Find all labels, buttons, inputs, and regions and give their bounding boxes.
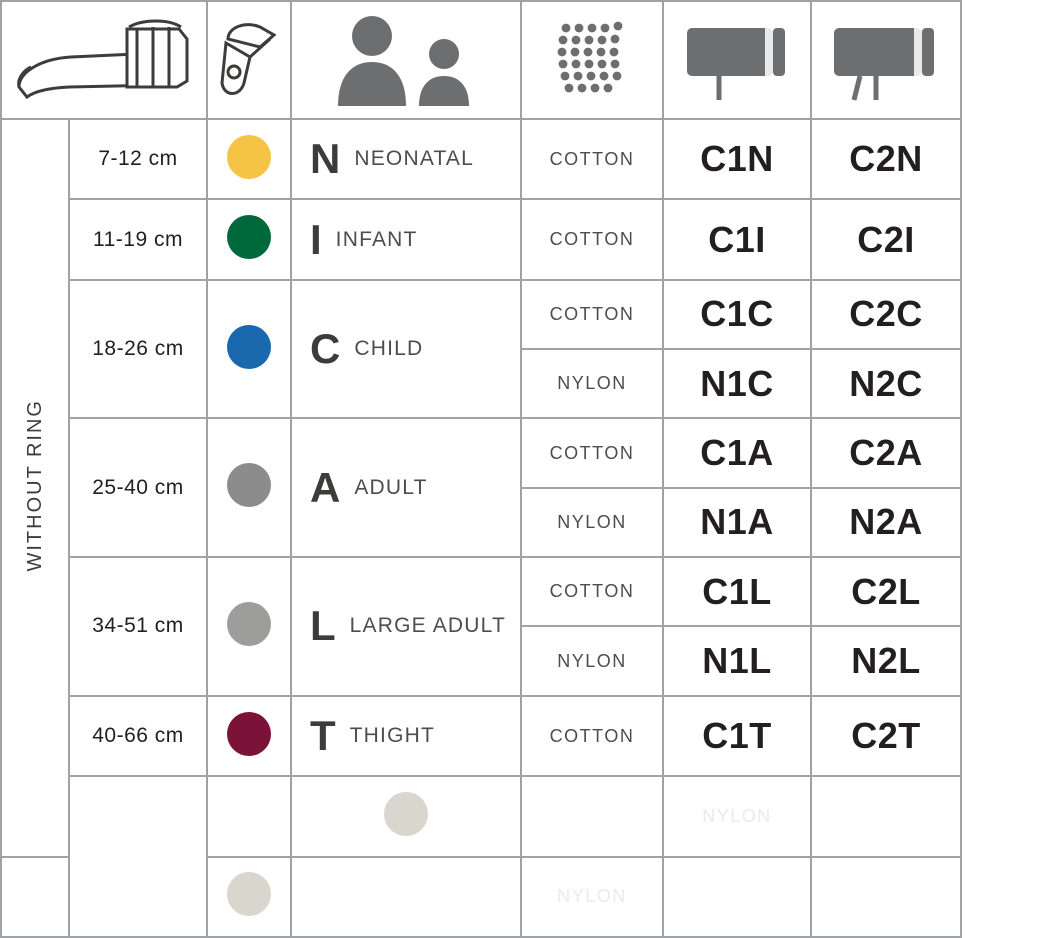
patient-size-icon (292, 2, 520, 118)
size-letter: A (540, 792, 571, 840)
code-double-tube: N2A (811, 488, 961, 557)
color-cell (207, 857, 291, 937)
cuff-connector-icon (208, 2, 290, 118)
section-label-d-ring (69, 776, 207, 937)
code-single-tube: C1N (663, 119, 811, 199)
header-double-tube-cell (811, 1, 961, 119)
color-cell (207, 119, 291, 199)
range-cell: 40-66 cm (69, 696, 207, 776)
color-dot-neonatal (227, 135, 271, 179)
range-cell: 33-46 cm (1, 857, 69, 937)
table-row (1, 199, 961, 279)
color-dot-large-adult-dring (227, 872, 271, 916)
size-letter: A (310, 463, 341, 511)
color-dot-thigh (227, 712, 271, 756)
header-patient-size-cell (291, 1, 521, 119)
code-double-tube: C2A (811, 418, 961, 487)
range-cell: 18-26 cm (69, 280, 207, 419)
code-double-tube: C2N (811, 119, 961, 199)
size-cell (291, 418, 521, 557)
code-single-tube: N1C (663, 349, 811, 418)
material-cell: NYLON (521, 349, 663, 418)
range-cell: 7-12 cm (69, 119, 207, 199)
material-cell: COTTON (521, 696, 663, 776)
range-cell: 34-51 cm (69, 557, 207, 696)
code-double-tube: C2L (811, 557, 961, 626)
material-cell: NYLON (521, 488, 663, 557)
color-cell (207, 280, 291, 419)
section-label-text: WITHOUT RING (23, 399, 46, 572)
table-row (1, 418, 961, 487)
color-dot-adult (227, 463, 271, 507)
color-cell (207, 696, 291, 776)
color-cell (207, 418, 291, 557)
size-letter: I (310, 215, 322, 263)
header-row (1, 1, 961, 119)
size-letter: T (310, 712, 336, 759)
size-letter: N (310, 135, 341, 183)
section-label-without-ring (1, 119, 69, 857)
size-word: INFANT (335, 227, 418, 251)
color-cell (207, 557, 291, 696)
material-cell: NYLON (521, 857, 663, 937)
material-cell: COTTON (521, 199, 663, 279)
size-cell (291, 696, 521, 776)
header-connector-cell (207, 1, 291, 119)
material-cell: NYLON (521, 626, 663, 695)
material-cell: NYLON (663, 776, 811, 856)
size-word: LARGE ADULT (349, 614, 507, 638)
size-cell (291, 199, 521, 279)
table-row: D-RING 25-36 cm A ADULT NYLON N1AR N2AR (1, 776, 961, 856)
color-dot-infant (227, 215, 271, 259)
code-single-tube: C1I (663, 199, 811, 279)
code-single-tube: C1A (663, 418, 811, 487)
code-double-tube: C2I (811, 199, 961, 279)
size-cell (521, 776, 663, 856)
material-cell: COTTON (521, 557, 663, 626)
header-single-tube-cell (663, 1, 811, 119)
size-cell (291, 119, 521, 199)
material-cell: COTTON (521, 418, 663, 487)
size-cell (291, 557, 521, 696)
size-word: CHILD (354, 337, 424, 361)
color-cell (291, 776, 521, 856)
color-dot-child (227, 325, 271, 369)
range-cell: 11-19 cm (69, 199, 207, 279)
code-double-tube: N2L (811, 626, 961, 695)
table-row (1, 280, 961, 349)
code-single-tube: N1L (663, 626, 811, 695)
size-letter: L (310, 602, 336, 650)
material-cell: COTTON (521, 119, 663, 199)
size-letter: C (310, 325, 341, 373)
code-single-tube: C1C (663, 280, 811, 349)
table-row (1, 696, 961, 776)
range-cell: 25-40 cm (69, 418, 207, 557)
code-single-tube: N1A (663, 488, 811, 557)
size-cell (291, 857, 521, 937)
header-arm-cell (1, 1, 207, 119)
color-dot-large-adult (227, 602, 271, 646)
code-single-tube: C1T (663, 696, 811, 776)
color-dot-adult-dring (384, 792, 428, 836)
code-single-tube: N1AR (811, 776, 961, 856)
table-row (1, 557, 961, 626)
size-word: THIGHT (349, 724, 436, 747)
code-single-tube: N1LR (663, 857, 811, 937)
color-cell (207, 199, 291, 279)
header-material-cell (521, 1, 663, 119)
size-word: ADULT (354, 475, 428, 499)
code-double-tube: C2T (811, 696, 961, 776)
size-cell (291, 280, 521, 419)
size-word: LARGE ADULT (349, 884, 507, 908)
arm-with-cuff-icon (2, 2, 206, 118)
code-double-tube: C2C (811, 280, 961, 349)
size-word: NEONATAL (354, 147, 475, 171)
material-icon (522, 2, 662, 118)
code-double-tube: N2C (811, 349, 961, 418)
size-word: ADULT (584, 804, 658, 828)
code-single-tube: C1L (663, 557, 811, 626)
table-row (1, 119, 961, 199)
code-double-tube: N2LR (811, 857, 961, 937)
range-cell: 25-36 cm (207, 776, 291, 856)
single-tube-cuff-icon (664, 2, 810, 118)
size-letter: L (310, 872, 336, 920)
double-tube-cuff-icon (812, 2, 960, 118)
material-cell: COTTON (521, 280, 663, 349)
section-label-text: D-RING (126, 812, 149, 896)
